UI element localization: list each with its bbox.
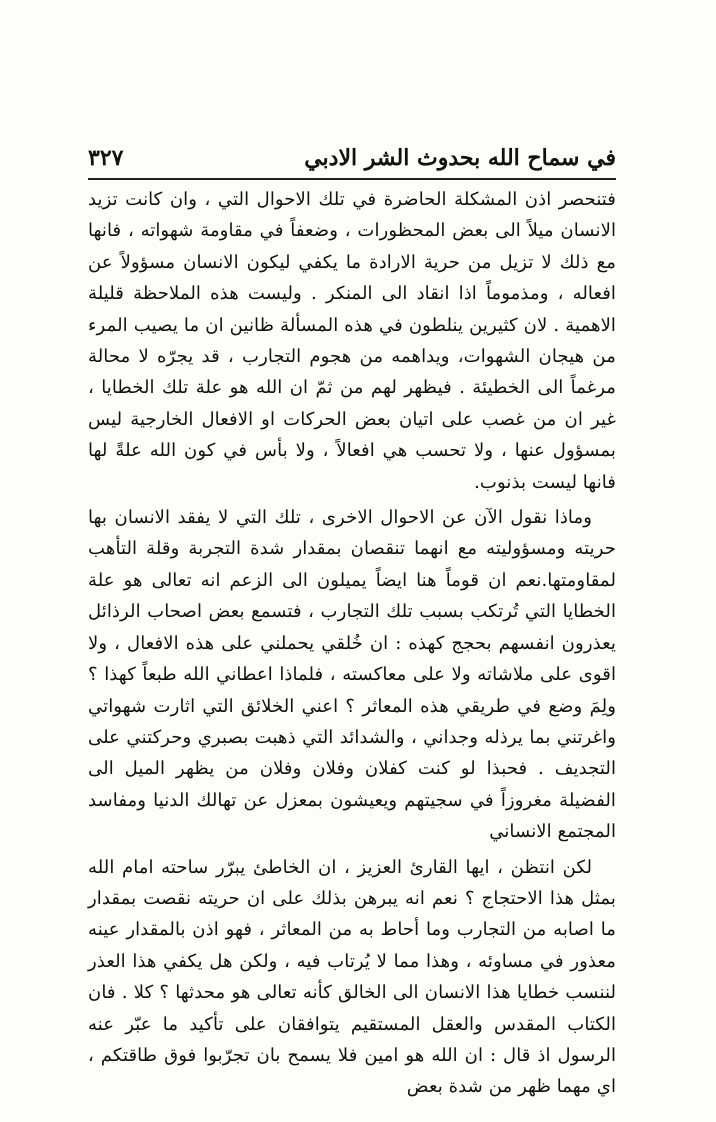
body-text (88, 184, 616, 1103)
page-number: ٣٢٧ (88, 145, 124, 171)
header-rule (88, 178, 616, 180)
running-title: في سماح الله بحدوث الشر الادبي (304, 145, 616, 171)
paragraph-2: وماذا نقول الآن عن الاحوال الاخرى ، تلك التي لا يفقد الانسان بها حريته ومسؤوليته مع انهما تنقصان بمقدار شدة التجربة وقلة التأهب لمقاومتها.نعم ان قوماً هنا ايضاً يميلون الى الزعم انه تعالى هو علة الخطايا التي تُرتكب بسبب تلك التجارب ، فتسمع بعض اصحاب الرذائل يعذرون انفسهم بحجج كهذه : ان خُلقي يحملني على هذه الافعال ، ولا اقوى على ملاشاته ولا على معاكسته ، فلماذا اعطاني الله طبعاً كهذا ؟ ولِمَ وضع في طريقي هذه المعاثر ؟ اعني الخلائق التي اثارت شهواتي واغرتني بما يرذله وجداني ، والشدائد التي ذهبت بصبري وحركتني على التجديف . فحبذا لو كنت كفلان وفلان وفلان من يظهر الميل الى الفضيلة مغروزاً في سجيتهم ويعيشون بمعزل عن تهالك الدنيا ومفاسد المجتمع الانساني (88, 507, 616, 843)
paragraph-1: فتنحصر اذن المشكلة الحاضرة في تلك الاحوال التي ، وان كانت تزيد الانسان ميلاً الى بعض المحظورات ، وضعفاً في مقاومة شهواته ، فانها مع ذلك لا تزيل من حرية الارادة ما يكفي ليكون الانسان مسؤولاً عن افعاله ، ومذموماً اذا انقاد الى المنكر . وليست هذه الملاحظة قليلة الاهمية . لان كثيرين ينلطون في هذه المسألة ظانين ان ما يصيب المرء من هيجان الشهوات، ويداهمه من هجوم التجارب ، قد يجرّه لا محالة مرغماً الى الخطيئة . فيظهر لهم من ثمّ ان الله هو علة تلك الخطايا ، غير ان من غصب على اتيان بعض الحركات او الافعال الخارجية ليس بمسؤول عنها ، ولا تحسب هي افعالاً ، ولا بأس في كون الله علةً لها فانها ليست بذنوب. (88, 189, 616, 493)
paragraph-3: لكن انتظن ، ايها القارئ العزيز ، ان الخاطئ يبرّر ساحته امام الله بمثل هذا الاحتجاج ؟ نعم انه يبرهن بذلك على ان حريته نقصت بمقدار ما اصابه من التجارب وما أحاط به من المعاثر ، فهو اذن بالمقدار عينه معذور في مساوئه ، وهذا مما لا يُرتاب فيه ، ولكن هل يكفي هذا العذر لننسب خطايا هذا الانسان الى الخالق كأنه تعالى هو محدثها ؟ كلا . فان الكتاب المقدس والعقل المستقيم يتوافقان على تأكيد ما عبّر عنه الرسول اذ قال : ان الله هو امين فلا يسمح بان تجرّبوا فوق طاقتكم ، اي مهما ظهر من شدة بعض (88, 856, 616, 1098)
page-header (88, 140, 616, 176)
